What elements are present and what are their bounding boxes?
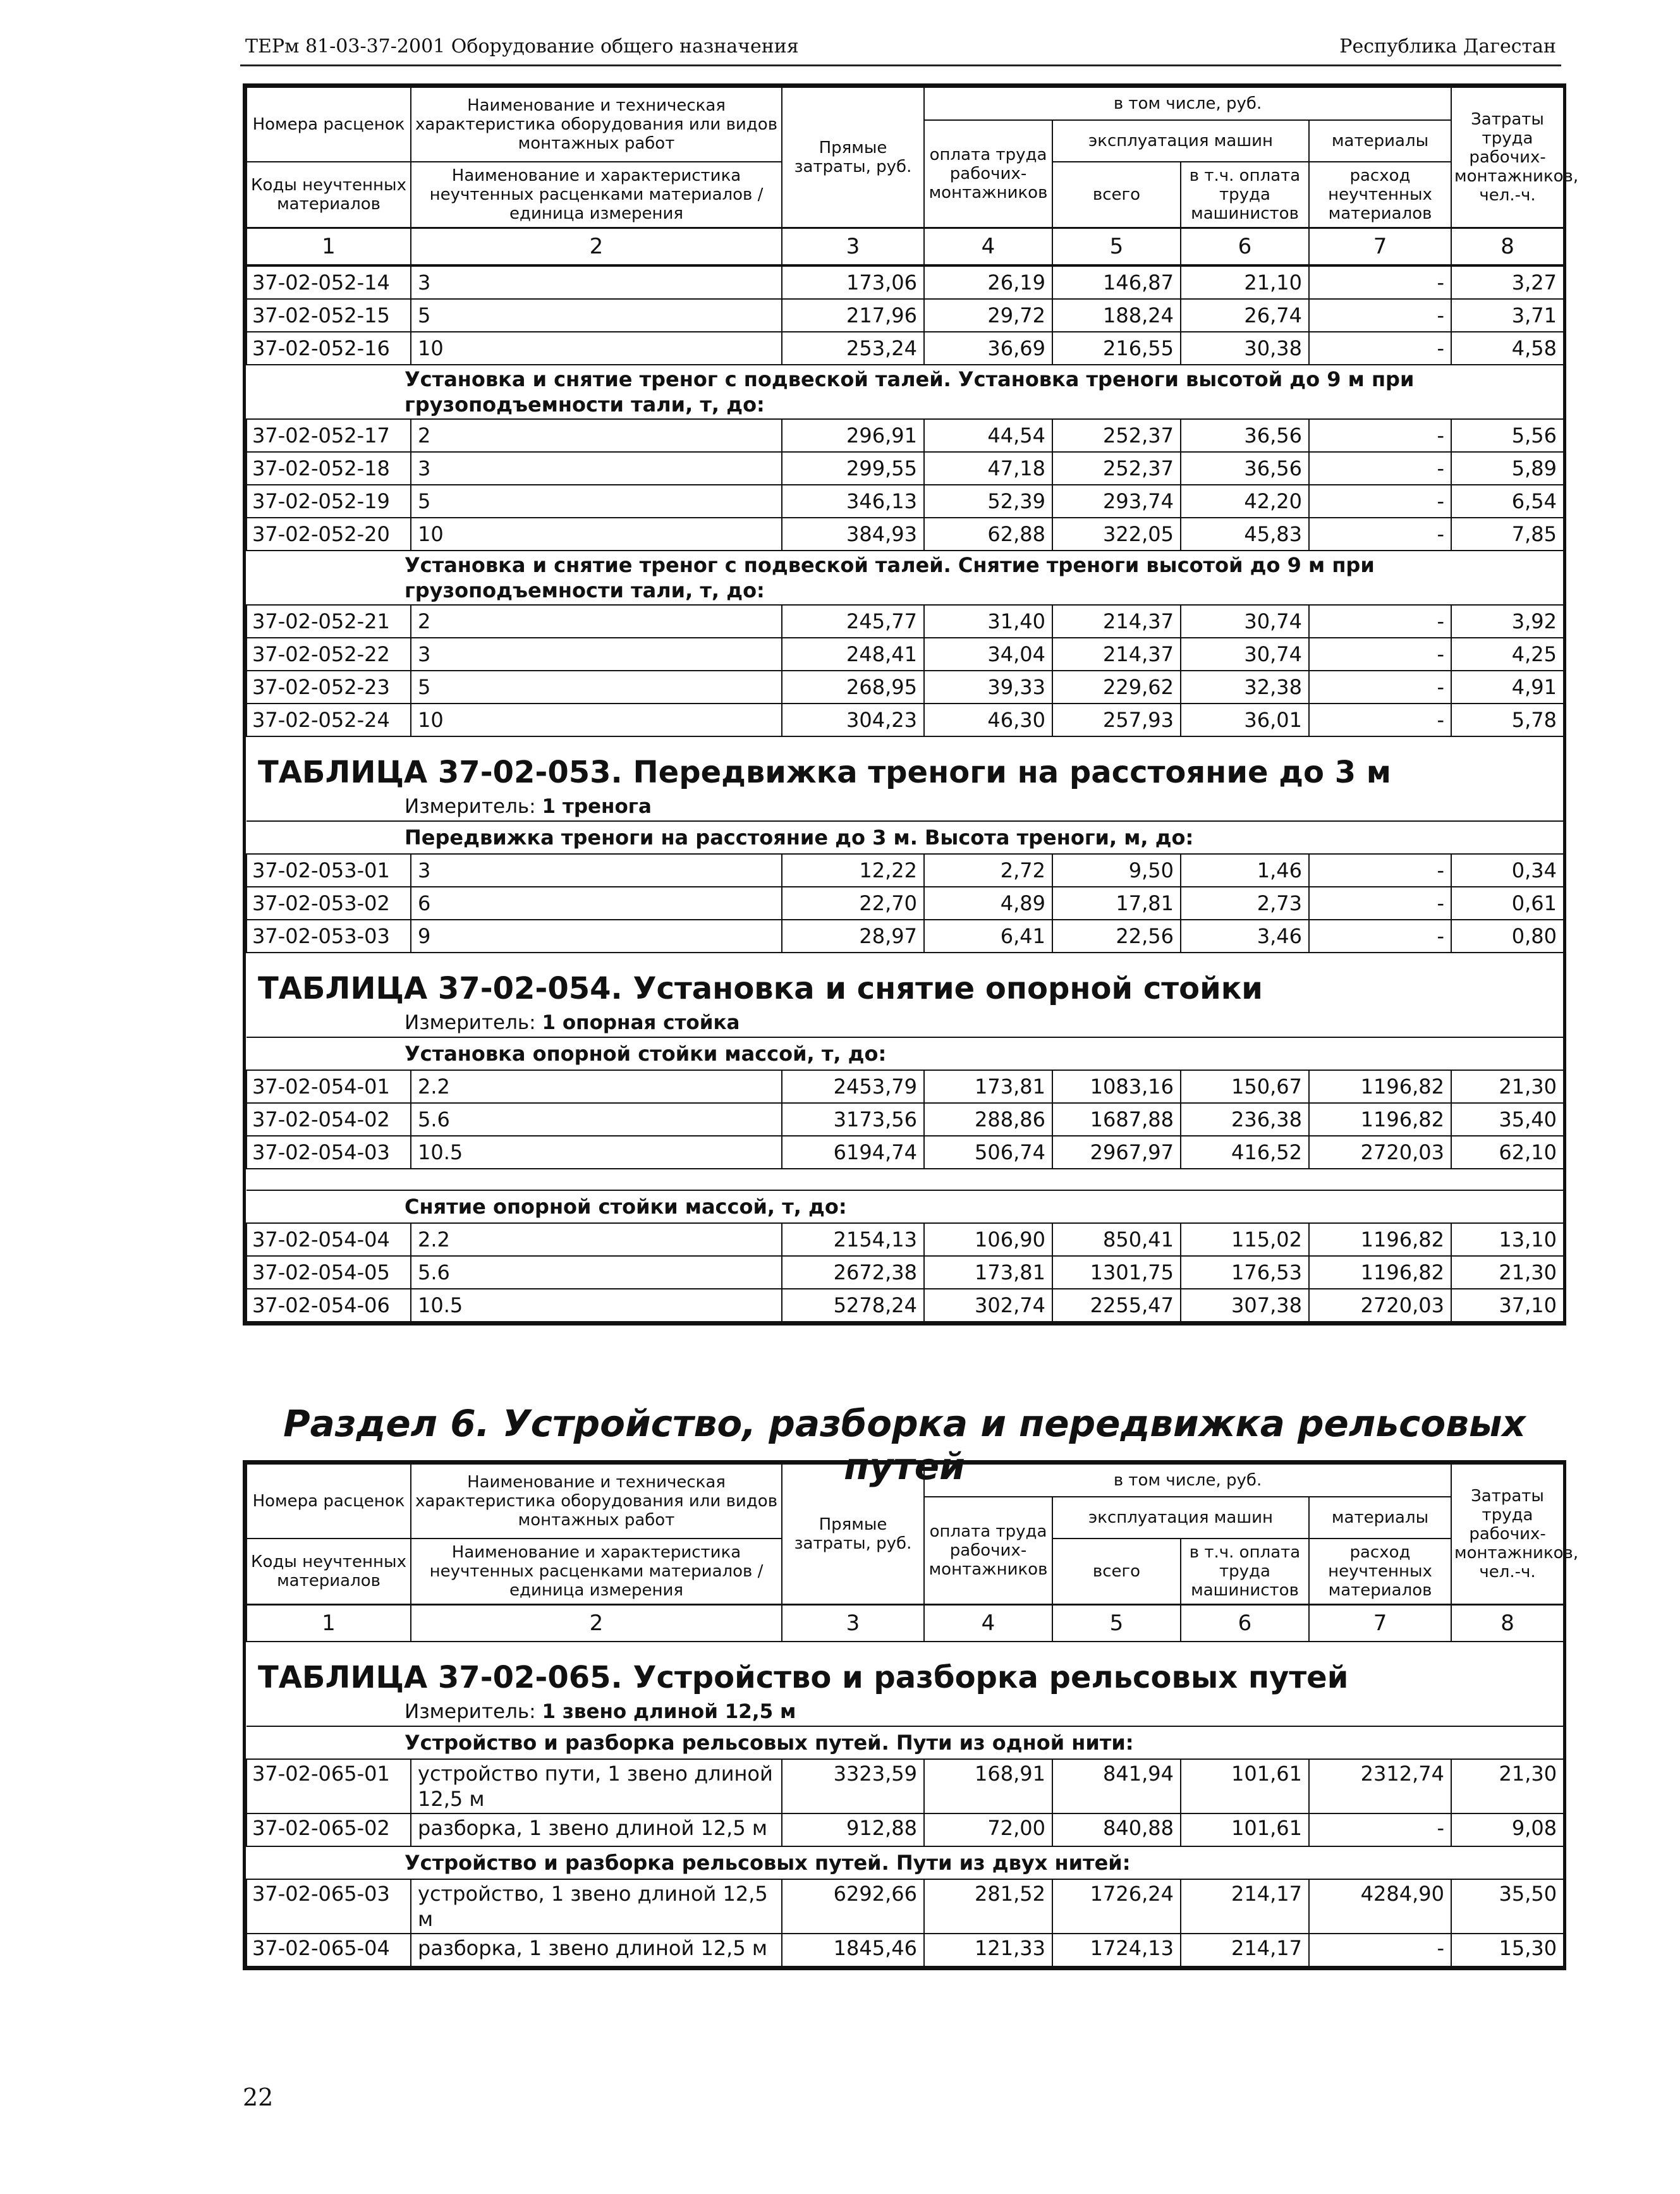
cell-direct-costs: 245,77	[782, 605, 924, 638]
cell-material-cost: 4284,90	[1309, 1879, 1451, 1934]
cell-direct-costs: 253,24	[782, 332, 924, 365]
cell-machine-total: 9,50	[1052, 854, 1181, 887]
cell-machine-total: 1687,88	[1052, 1103, 1181, 1136]
measure-37-02-054: Измеритель: 1 опорная стойка	[247, 1009, 1564, 1037]
cell-material-cost: -	[1309, 920, 1451, 953]
column-header-2	[246, 1463, 1579, 1642]
cell-material-cost: 2720,03	[1309, 1289, 1451, 1322]
cell-worker-pay: 26,19	[924, 266, 1052, 299]
header-worker-pay: оплата труда рабочих-монтажников	[924, 1497, 1052, 1604]
cell-operator-pay: 101,61	[1181, 1813, 1309, 1846]
cell-rate-code: 37-02-052-20	[247, 518, 411, 551]
cell-direct-costs: 912,88	[782, 1813, 924, 1846]
cell-rate-parameter: 2.2	[411, 1070, 782, 1103]
cell-labor-hours: 5,78	[1451, 704, 1564, 736]
cell-rate-code: 37-02-052-17	[247, 419, 411, 452]
col-index-8: 8	[1451, 1604, 1564, 1642]
cell-labor-hours: 5,56	[1451, 419, 1564, 452]
header-material-name: Наименование и характеристика неучтенных расценками материалов / единица измерения	[411, 162, 782, 228]
cell-labor-hours: 3,27	[1451, 266, 1564, 299]
cell-labor-hours: 4,91	[1451, 671, 1564, 704]
cell-worker-pay: 173,81	[924, 1256, 1052, 1289]
cell-machine-total: 229,62	[1052, 671, 1181, 704]
cell-worker-pay: 168,91	[924, 1759, 1052, 1813]
header-operator-pay: в т.ч. оплата труда машинистов	[1181, 1539, 1309, 1604]
cell-machine-total: 293,74	[1052, 485, 1181, 518]
cell-rate-parameter: 5	[411, 299, 782, 332]
cell-rate-code: 37-02-065-03	[247, 1879, 411, 1934]
cell-rate-parameter: устройство, 1 звено длиной 12,5 м	[411, 1879, 782, 1934]
cell-operator-pay: 30,74	[1181, 605, 1309, 638]
cell-material-cost: -	[1309, 854, 1451, 887]
cell-operator-pay: 214,17	[1181, 1879, 1309, 1934]
cell-rate-parameter: 3	[411, 854, 782, 887]
cell-direct-costs: 12,22	[782, 854, 924, 887]
table-row	[247, 920, 1564, 953]
cell-material-cost: 2720,03	[1309, 1136, 1451, 1169]
cell-labor-hours: 21,30	[1451, 1256, 1564, 1289]
cell-rate-code: 37-02-065-04	[247, 1934, 411, 1966]
header-including: в том числе, руб.	[924, 87, 1451, 120]
header-labor-hours: Затраты труда рабочих-монтажников, чел.-ч.	[1451, 1464, 1564, 1604]
col-index-3: 3	[782, 228, 924, 265]
cell-rate-parameter: 10.5	[411, 1289, 782, 1322]
header-material-codes: Коды неучтенных материалов	[247, 1539, 411, 1604]
table-row	[247, 1136, 1564, 1169]
cell-labor-hours: 62,10	[1451, 1136, 1564, 1169]
col-index-3: 3	[782, 1604, 924, 1642]
cell-rate-parameter: 3	[411, 266, 782, 299]
cell-operator-pay: 30,38	[1181, 332, 1309, 365]
cell-labor-hours: 4,25	[1451, 638, 1564, 671]
cell-material-cost: -	[1309, 419, 1451, 452]
header-material-name: Наименование и характеристика неучтенных расценками материалов / единица измерения	[411, 1539, 782, 1604]
cell-operator-pay: 150,67	[1181, 1070, 1309, 1103]
running-head-right: Республика Дагестан	[1339, 35, 1556, 58]
cell-direct-costs: 217,96	[782, 299, 924, 332]
cell-rate-parameter: 2	[411, 605, 782, 638]
cell-operator-pay: 2,73	[1181, 887, 1309, 920]
table-row	[247, 1223, 1564, 1256]
header-material-use: расход неучтенных материалов	[1309, 162, 1451, 228]
cell-rate-code: 37-02-054-01	[247, 1070, 411, 1103]
cell-material-cost: -	[1309, 638, 1451, 671]
measure-37-02-065: Измеритель: 1 звено длиной 12,5 м	[247, 1698, 1564, 1726]
cell-worker-pay: 44,54	[924, 419, 1052, 452]
header-machine-total: всего	[1052, 162, 1181, 228]
cell-labor-hours: 0,34	[1451, 854, 1564, 887]
cell-machine-total: 252,37	[1052, 419, 1181, 452]
table-row	[247, 299, 1564, 332]
subheading-tripod-removal: Установка и снятие треног с подвеской талей. Снятие треноги высотой до 9 м при грузоподъемности тали, т, до:	[247, 551, 1564, 605]
cell-rate-code: 37-02-052-22	[247, 638, 411, 671]
cell-rate-parameter: 6	[411, 887, 782, 920]
header-materials: материалы	[1309, 120, 1451, 162]
cell-operator-pay: 42,20	[1181, 485, 1309, 518]
cell-labor-hours: 7,85	[1451, 518, 1564, 551]
cell-machine-total: 850,41	[1052, 1223, 1181, 1256]
cell-worker-pay: 6,41	[924, 920, 1052, 953]
header-including: в том числе, руб.	[924, 1464, 1451, 1497]
cell-worker-pay: 47,18	[924, 452, 1052, 485]
cell-direct-costs: 3323,59	[782, 1759, 924, 1813]
cell-worker-pay: 281,52	[924, 1879, 1052, 1934]
cell-operator-pay: 115,02	[1181, 1223, 1309, 1256]
cell-direct-costs: 2672,38	[782, 1256, 924, 1289]
cell-labor-hours: 21,30	[1451, 1759, 1564, 1813]
cell-worker-pay: 39,33	[924, 671, 1052, 704]
table-row	[247, 605, 1564, 638]
header-machine-total: всего	[1052, 1539, 1181, 1604]
table-row	[247, 671, 1564, 704]
cell-rate-parameter: 10	[411, 704, 782, 736]
cell-operator-pay: 236,38	[1181, 1103, 1309, 1136]
cell-rate-code: 37-02-053-03	[247, 920, 411, 953]
cell-rate-code: 37-02-054-04	[247, 1223, 411, 1256]
table-row	[247, 485, 1564, 518]
header-material-use: расход неучтенных материалов	[1309, 1539, 1451, 1604]
cell-worker-pay: 31,40	[924, 605, 1052, 638]
section-6-title: Раздел 6. Устройство, разборка и передвижка рельсовых путей	[283, 1402, 1526, 1488]
cell-labor-hours: 3,71	[1451, 299, 1564, 332]
cell-rate-parameter: 2	[411, 419, 782, 452]
cell-operator-pay: 36,56	[1181, 452, 1309, 485]
table-row	[247, 452, 1564, 485]
cell-rate-parameter: устройство пути, 1 звено длиной 12,5 м	[411, 1759, 782, 1813]
measure-37-02-053: Измеритель: 1 тренога	[247, 793, 1564, 821]
cell-rate-code: 37-02-065-01	[247, 1759, 411, 1813]
cell-rate-parameter: 5.6	[411, 1103, 782, 1136]
cell-rate-code: 37-02-052-15	[247, 299, 411, 332]
cell-worker-pay: 36,69	[924, 332, 1052, 365]
col-index-1: 1	[247, 1604, 411, 1642]
header-work-name: Наименование и техническая характеристика оборудования или видов монтажных работ	[411, 87, 782, 162]
cell-machine-total: 2967,97	[1052, 1136, 1181, 1169]
cell-operator-pay: 176,53	[1181, 1256, 1309, 1289]
cell-machine-total: 2255,47	[1052, 1289, 1181, 1322]
cell-worker-pay: 62,88	[924, 518, 1052, 551]
cell-material-cost: -	[1309, 671, 1451, 704]
table-title-37-02-053: ТАБЛИЦА 37-02-053. Передвижка треноги на расстояние до 3 м	[258, 754, 1392, 790]
cell-material-cost: -	[1309, 518, 1451, 551]
header-rate-numbers: Номера расценок	[247, 87, 411, 162]
cell-rate-parameter: 9	[411, 920, 782, 953]
table-row	[247, 518, 1564, 551]
cell-material-cost: -	[1309, 887, 1451, 920]
cell-machine-total: 17,81	[1052, 887, 1181, 920]
cell-labor-hours: 5,89	[1451, 452, 1564, 485]
cell-labor-hours: 37,10	[1451, 1289, 1564, 1322]
running-head-left: ТЕРм 81-03-37-2001 Оборудование общего назначения	[245, 35, 799, 58]
cell-worker-pay: 52,39	[924, 485, 1052, 518]
cell-material-cost: 1196,82	[1309, 1256, 1451, 1289]
table-row	[247, 1934, 1564, 1966]
cell-material-cost: -	[1309, 605, 1451, 638]
cell-rate-code: 37-02-052-24	[247, 704, 411, 736]
cell-material-cost: 1196,82	[1309, 1070, 1451, 1103]
cell-rate-parameter: разборка, 1 звено длиной 12,5 м	[411, 1934, 782, 1966]
cell-direct-costs: 22,70	[782, 887, 924, 920]
subheading-support-install: Установка опорной стойки массой, т, до:	[247, 1037, 1564, 1070]
col-index-2: 2	[411, 1604, 782, 1642]
col-index-7: 7	[1309, 1604, 1451, 1642]
cell-machine-total: 841,94	[1052, 1759, 1181, 1813]
cell-material-cost: 1196,82	[1309, 1103, 1451, 1136]
cell-rate-parameter: 3	[411, 452, 782, 485]
cell-machine-total: 214,37	[1052, 605, 1181, 638]
cell-direct-costs: 6292,66	[782, 1879, 924, 1934]
header-work-name: Наименование и техническая характеристика оборудования или видов монтажных работ	[411, 1464, 782, 1539]
col-index-4: 4	[924, 1604, 1052, 1642]
cell-operator-pay: 101,61	[1181, 1759, 1309, 1813]
cell-labor-hours: 9,08	[1451, 1813, 1564, 1846]
cell-operator-pay: 36,56	[1181, 419, 1309, 452]
cell-material-cost: -	[1309, 485, 1451, 518]
header-material-codes: Коды неучтенных материалов	[247, 162, 411, 228]
running-head	[240, 32, 1561, 66]
cell-worker-pay: 46,30	[924, 704, 1052, 736]
col-index-6: 6	[1181, 1604, 1309, 1642]
cell-rate-code: 37-02-054-05	[247, 1256, 411, 1289]
subheading-tripod-move: Передвижка треноги на расстояние до 3 м. Высота треноги, м, до:	[247, 821, 1564, 854]
col-index-2: 2	[411, 228, 782, 265]
table-row	[247, 1879, 1564, 1934]
cell-rate-parameter: 3	[411, 638, 782, 671]
cell-worker-pay: 106,90	[924, 1223, 1052, 1256]
cell-labor-hours: 35,50	[1451, 1879, 1564, 1934]
cell-worker-pay: 34,04	[924, 638, 1052, 671]
spacer	[247, 1169, 1564, 1190]
col-index-7: 7	[1309, 228, 1451, 265]
table-row	[247, 638, 1564, 671]
table-row	[247, 332, 1564, 365]
cell-rate-code: 37-02-053-01	[247, 854, 411, 887]
cell-labor-hours: 35,40	[1451, 1103, 1564, 1136]
cell-rate-code: 37-02-053-02	[247, 887, 411, 920]
table-row	[247, 1289, 1564, 1322]
rates-table-block-2	[243, 1460, 1579, 1970]
cell-machine-total: 22,56	[1052, 920, 1181, 953]
cell-direct-costs: 296,91	[782, 419, 924, 452]
table-row	[247, 854, 1564, 887]
cell-rate-code: 37-02-054-02	[247, 1103, 411, 1136]
header-machine-use: эксплуатация машин	[1052, 120, 1309, 162]
cell-operator-pay: 1,46	[1181, 854, 1309, 887]
table-row	[247, 266, 1564, 299]
cell-material-cost: -	[1309, 704, 1451, 736]
cell-labor-hours: 21,30	[1451, 1070, 1564, 1103]
cell-direct-costs: 248,41	[782, 638, 924, 671]
table-row	[247, 1813, 1564, 1846]
col-index-5: 5	[1052, 1604, 1181, 1642]
cell-rate-code: 37-02-052-21	[247, 605, 411, 638]
cell-worker-pay: 288,86	[924, 1103, 1052, 1136]
cell-material-cost: -	[1309, 1934, 1451, 1966]
cell-direct-costs: 1845,46	[782, 1934, 924, 1966]
header-machine-use: эксплуатация машин	[1052, 1497, 1309, 1539]
col-index-6: 6	[1181, 228, 1309, 265]
cell-machine-total: 146,87	[1052, 266, 1181, 299]
cell-operator-pay: 30,74	[1181, 638, 1309, 671]
table-row	[247, 1256, 1564, 1289]
rates-table-block-1	[243, 83, 1579, 1326]
cell-machine-total: 1726,24	[1052, 1879, 1181, 1934]
subheading-single-rail: Устройство и разборка рельсовых путей. Пути из одной нити:	[247, 1726, 1564, 1759]
header-direct-costs: Прямые затраты, руб.	[782, 87, 924, 228]
cell-machine-total: 252,37	[1052, 452, 1181, 485]
cell-material-cost: -	[1309, 332, 1451, 365]
cell-labor-hours: 13,10	[1451, 1223, 1564, 1256]
header-rate-numbers: Номера расценок	[247, 1464, 411, 1539]
header-materials: материалы	[1309, 1497, 1451, 1539]
cell-direct-costs: 173,06	[782, 266, 924, 299]
subheading-support-removal: Снятие опорной стойки массой, т, до:	[247, 1190, 1564, 1223]
cell-operator-pay: 21,10	[1181, 266, 1309, 299]
cell-rate-code: 37-02-054-03	[247, 1136, 411, 1169]
table-row	[247, 419, 1564, 452]
table-row	[247, 1103, 1564, 1136]
cell-operator-pay: 45,83	[1181, 518, 1309, 551]
cell-rate-parameter: 2.2	[411, 1223, 782, 1256]
cell-rate-parameter: 5	[411, 485, 782, 518]
cell-rate-parameter: 10	[411, 332, 782, 365]
cell-machine-total: 257,93	[1052, 704, 1181, 736]
cell-operator-pay: 307,38	[1181, 1289, 1309, 1322]
col-index-4: 4	[924, 228, 1052, 265]
cell-direct-costs: 2154,13	[782, 1223, 924, 1256]
cell-rate-code: 37-02-052-19	[247, 485, 411, 518]
cell-machine-total: 840,88	[1052, 1813, 1181, 1846]
cell-direct-costs: 268,95	[782, 671, 924, 704]
cell-machine-total: 214,37	[1052, 638, 1181, 671]
cell-labor-hours: 3,92	[1451, 605, 1564, 638]
rates-body-1	[246, 265, 1564, 1322]
cell-rate-parameter: разборка, 1 звено длиной 12,5 м	[411, 1813, 782, 1846]
cell-rate-code: 37-02-052-14	[247, 266, 411, 299]
header-worker-pay: оплата труда рабочих-монтажников	[924, 120, 1052, 228]
cell-direct-costs: 304,23	[782, 704, 924, 736]
subheading-tripod-install: Установка и снятие треног с подвеской талей. Установка треноги высотой до 9 м при грузоподъемности тали, т, до:	[247, 365, 1564, 419]
table-title-37-02-065: ТАБЛИЦА 37-02-065. Устройство и разборка рельсовых путей	[258, 1659, 1349, 1695]
cell-machine-total: 188,24	[1052, 299, 1181, 332]
page-number: 22	[243, 2083, 274, 2111]
cell-direct-costs: 2453,79	[782, 1070, 924, 1103]
cell-labor-hours: 15,30	[1451, 1934, 1564, 1966]
cell-worker-pay: 2,72	[924, 854, 1052, 887]
cell-rate-parameter: 10.5	[411, 1136, 782, 1169]
cell-material-cost: -	[1309, 452, 1451, 485]
col-index-5: 5	[1052, 228, 1181, 265]
cell-labor-hours: 0,80	[1451, 920, 1564, 953]
cell-labor-hours: 4,58	[1451, 332, 1564, 365]
cell-rate-parameter: 5	[411, 671, 782, 704]
column-header-1	[246, 87, 1579, 265]
cell-worker-pay: 173,81	[924, 1070, 1052, 1103]
cell-direct-costs: 299,55	[782, 452, 924, 485]
header-operator-pay: в т.ч. оплата труда машинистов	[1181, 162, 1309, 228]
cell-operator-pay: 214,17	[1181, 1934, 1309, 1966]
cell-labor-hours: 6,54	[1451, 485, 1564, 518]
cell-material-cost: -	[1309, 299, 1451, 332]
cell-rate-code: 37-02-052-23	[247, 671, 411, 704]
cell-machine-total: 1724,13	[1052, 1934, 1181, 1966]
table-row	[247, 1070, 1564, 1103]
table-row	[247, 887, 1564, 920]
cell-direct-costs: 5278,24	[782, 1289, 924, 1322]
cell-worker-pay: 4,89	[924, 887, 1052, 920]
cell-worker-pay: 72,00	[924, 1813, 1052, 1846]
cell-rate-code: 37-02-054-06	[247, 1289, 411, 1322]
cell-rate-code: 37-02-052-18	[247, 452, 411, 485]
cell-rate-code: 37-02-052-16	[247, 332, 411, 365]
cell-operator-pay: 32,38	[1181, 671, 1309, 704]
col-index-8: 8	[1451, 228, 1564, 265]
cell-operator-pay: 3,46	[1181, 920, 1309, 953]
header-labor-hours: Затраты труда рабочих-монтажников, чел.-ч.	[1451, 87, 1564, 228]
cell-direct-costs: 346,13	[782, 485, 924, 518]
cell-rate-code: 37-02-065-02	[247, 1813, 411, 1846]
col-index-1: 1	[247, 228, 411, 265]
cell-material-cost: 2312,74	[1309, 1759, 1451, 1813]
table-title-37-02-054: ТАБЛИЦА 37-02-054. Установка и снятие опорной стойки	[258, 970, 1263, 1006]
cell-rate-parameter: 10	[411, 518, 782, 551]
cell-material-cost: -	[1309, 1813, 1451, 1846]
table-row	[247, 704, 1564, 736]
cell-operator-pay: 36,01	[1181, 704, 1309, 736]
cell-direct-costs: 384,93	[782, 518, 924, 551]
cell-machine-total: 1083,16	[1052, 1070, 1181, 1103]
rates-body-2	[246, 1642, 1564, 1967]
cell-rate-parameter: 5.6	[411, 1256, 782, 1289]
cell-worker-pay: 302,74	[924, 1289, 1052, 1322]
header-direct-costs: Прямые затраты, руб.	[782, 1464, 924, 1604]
cell-machine-total: 216,55	[1052, 332, 1181, 365]
cell-operator-pay: 416,52	[1181, 1136, 1309, 1169]
subheading-double-rail: Устройство и разборка рельсовых путей. Пути из двух нитей:	[247, 1846, 1564, 1879]
cell-operator-pay: 26,74	[1181, 299, 1309, 332]
cell-machine-total: 1301,75	[1052, 1256, 1181, 1289]
cell-worker-pay: 29,72	[924, 299, 1052, 332]
cell-material-cost: -	[1309, 266, 1451, 299]
cell-worker-pay: 121,33	[924, 1934, 1052, 1966]
cell-labor-hours: 0,61	[1451, 887, 1564, 920]
cell-direct-costs: 3173,56	[782, 1103, 924, 1136]
cell-direct-costs: 6194,74	[782, 1136, 924, 1169]
cell-material-cost: 1196,82	[1309, 1223, 1451, 1256]
cell-direct-costs: 28,97	[782, 920, 924, 953]
cell-worker-pay: 506,74	[924, 1136, 1052, 1169]
table-row	[247, 1759, 1564, 1813]
cell-machine-total: 322,05	[1052, 518, 1181, 551]
